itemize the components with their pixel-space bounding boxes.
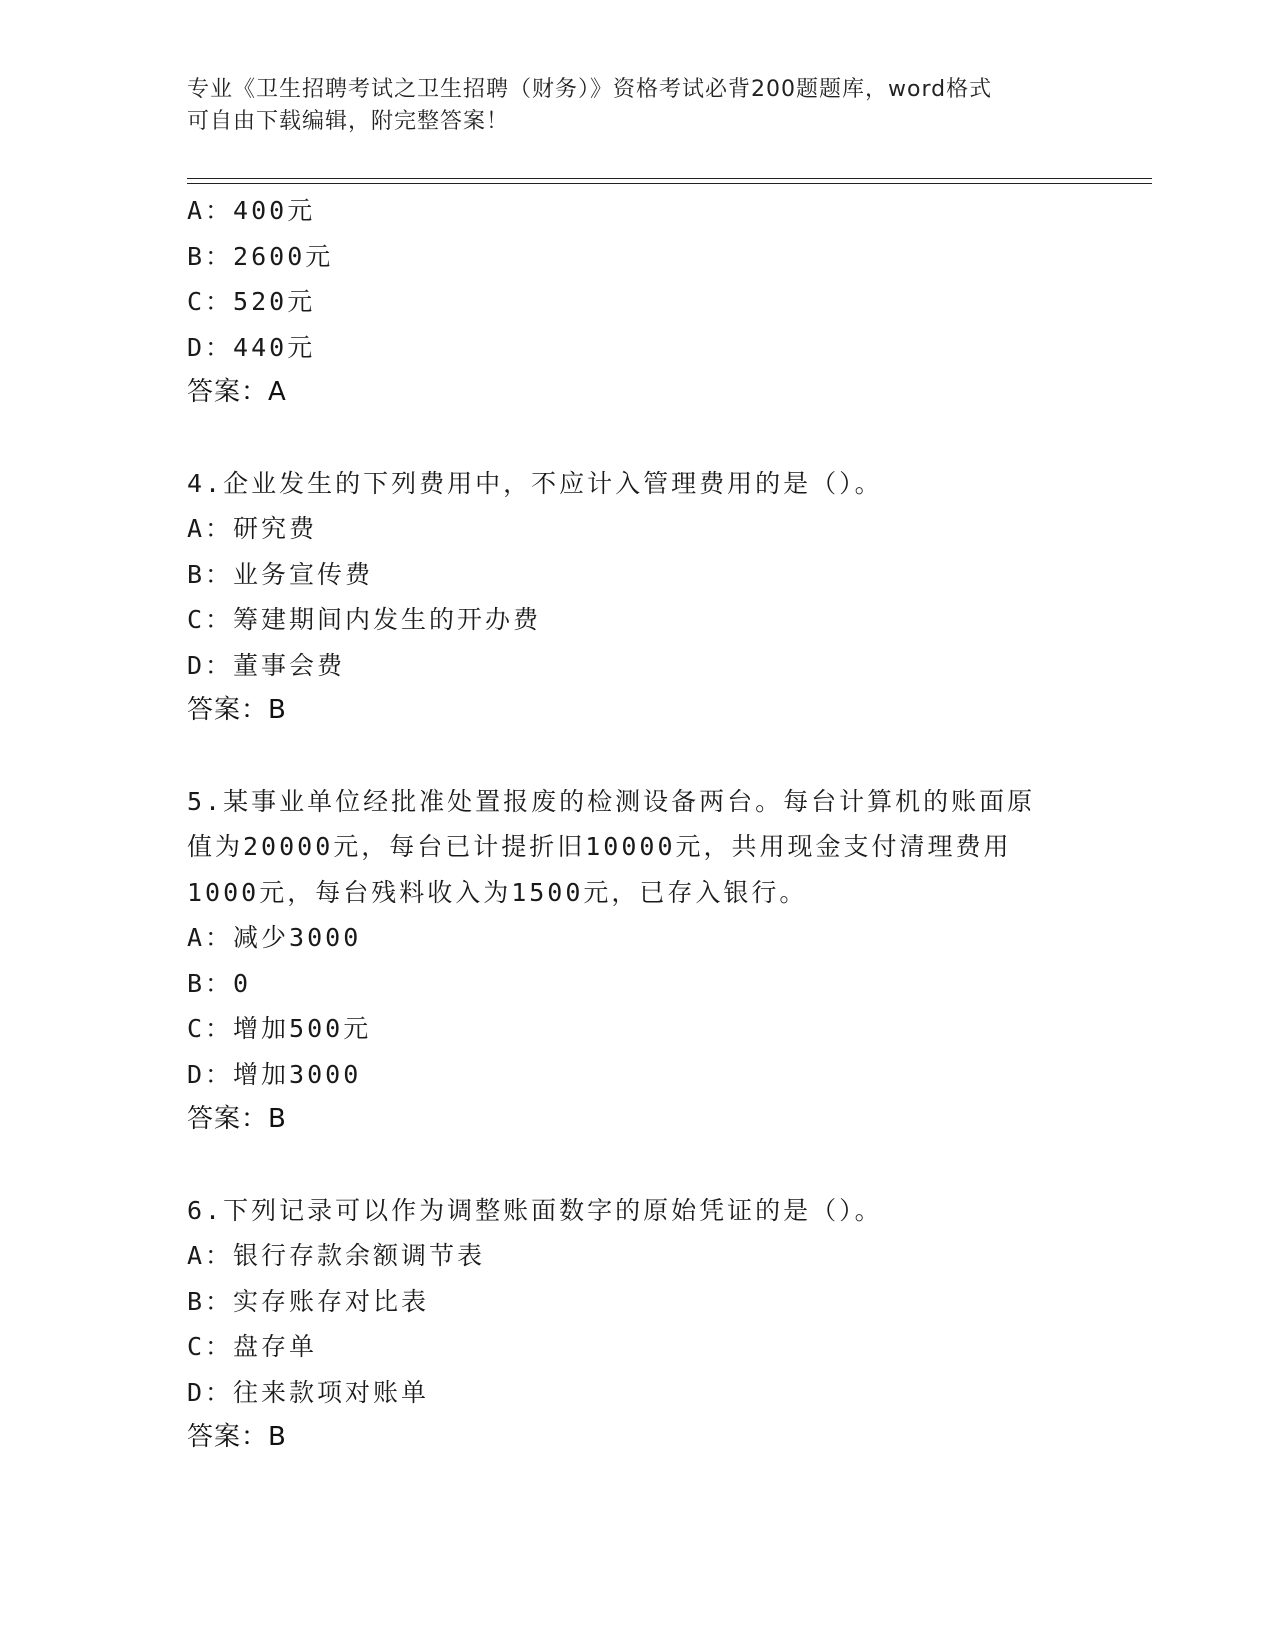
- answer-line: 答案：B: [187, 1104, 287, 1134]
- question-stem-line-3: 1000元，每台残料收入为1500元，已存入银行。: [187, 877, 808, 907]
- option-b: B：业务宣传费: [187, 559, 374, 589]
- header-divider: [187, 178, 1152, 184]
- option-d: D：董事会费: [187, 650, 346, 680]
- question-5: [187, 779, 1087, 1143]
- document-header: [187, 74, 1067, 138]
- question-stem-line-2: 值为20000元，每台已计提折旧10000元，共用现金支付清理费用: [187, 832, 1012, 861]
- question-stem-line-1: 5.某事业单位经批准处置报废的检测设备两台。每台计算机的账面原: [187, 786, 1036, 816]
- header-title-line-1: 专业《卫生招聘考试之卫生招聘（财务）》资格考试必背200题题库，word格式: [187, 77, 993, 102]
- header-title-line-2: 可自由下载编辑，附完整答案！: [187, 109, 510, 134]
- answer-line: 答案：B: [187, 695, 287, 725]
- option-b: B：2600元: [187, 241, 334, 271]
- option-c: C：520元: [187, 287, 316, 316]
- option-d: D：440元: [187, 332, 316, 362]
- option-a: A：减少3000: [187, 923, 362, 952]
- question-6: [187, 1188, 1087, 1461]
- question-4: [187, 461, 1087, 734]
- option-a: A：400元: [187, 196, 316, 225]
- answer-line: 答案：A: [187, 377, 287, 407]
- question-stem: 4.企业发生的下列费用中，不应计入管理费用的是（）。: [187, 468, 883, 498]
- question-gap: [187, 416, 1087, 461]
- question-gap: [187, 734, 1087, 779]
- option-c: C：增加500元: [187, 1014, 372, 1043]
- option-c: C：筹建期间内发生的开办费: [187, 605, 542, 634]
- question-3-partial: [187, 188, 1087, 416]
- option-d: D：增加3000: [187, 1059, 362, 1089]
- option-b: B：0: [187, 968, 252, 998]
- question-stem: 6.下列记录可以作为调整账面数字的原始凭证的是（）。: [187, 1195, 883, 1225]
- option-b: B：实存账存对比表: [187, 1286, 430, 1316]
- option-a: A：银行存款余额调节表: [187, 1241, 486, 1270]
- question-gap: [187, 1143, 1087, 1188]
- option-a: A：研究费: [187, 514, 318, 543]
- option-c: C：盘存单: [187, 1332, 318, 1361]
- option-d: D：往来款项对账单: [187, 1377, 430, 1407]
- question-list: [187, 188, 1087, 1461]
- answer-line: 答案：B: [187, 1422, 287, 1452]
